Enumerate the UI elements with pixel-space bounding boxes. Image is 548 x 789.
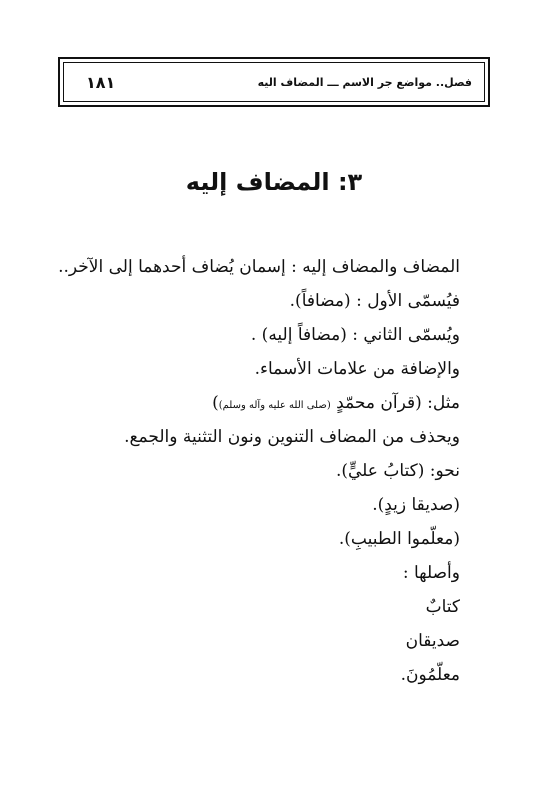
- paragraph-origin: وأصلها :: [402, 563, 460, 583]
- running-header-inner: [63, 62, 485, 102]
- running-head-title: فصل.. مواضع جر الاسم ـــ المضاف اليه: [257, 75, 472, 89]
- origin-sadiqan: صديقان: [405, 631, 460, 651]
- salutation-note: (صلى الله عليه وآله وسلم): [218, 400, 331, 411]
- page-number: ١٨١: [86, 72, 116, 92]
- closing-paren: ): [212, 393, 219, 413]
- paragraph-example: [80, 386, 460, 420]
- chapter-title: ٣: المضاف إليه: [185, 168, 363, 196]
- running-header: [58, 57, 490, 107]
- origin-kitab: كتابٌ: [425, 597, 460, 617]
- example-muallimu: (معلّموا الطبيبِ).: [338, 529, 460, 549]
- example-text: مثل: (قرآن محمّدٍ: [336, 393, 460, 413]
- example-kitab: نحو: (كتابُ عليٍّ).: [335, 461, 460, 481]
- body-text: [58, 250, 460, 692]
- paragraph-definition: المضاف والمضاف إليه : إسمان يُضاف أحدهما إلى الآخر..: [58, 257, 460, 277]
- paragraph-deletion-rule: ويحذف من المضاف التنوين ونون التثنية والجمع.: [124, 427, 460, 447]
- paragraph-noun-sign: والإضافة من علامات الأسماء.: [254, 359, 460, 379]
- paragraph-first-name: فيُسمّى الأول : (مضافاً).: [289, 291, 460, 311]
- example-sadiqa: (صديقا زيدٍ).: [372, 495, 460, 515]
- paragraph-second-name: ويُسمّى الثاني : (مضافاً إليه) .: [250, 325, 460, 345]
- origin-muallimun: معلّمُونَ.: [400, 665, 460, 685]
